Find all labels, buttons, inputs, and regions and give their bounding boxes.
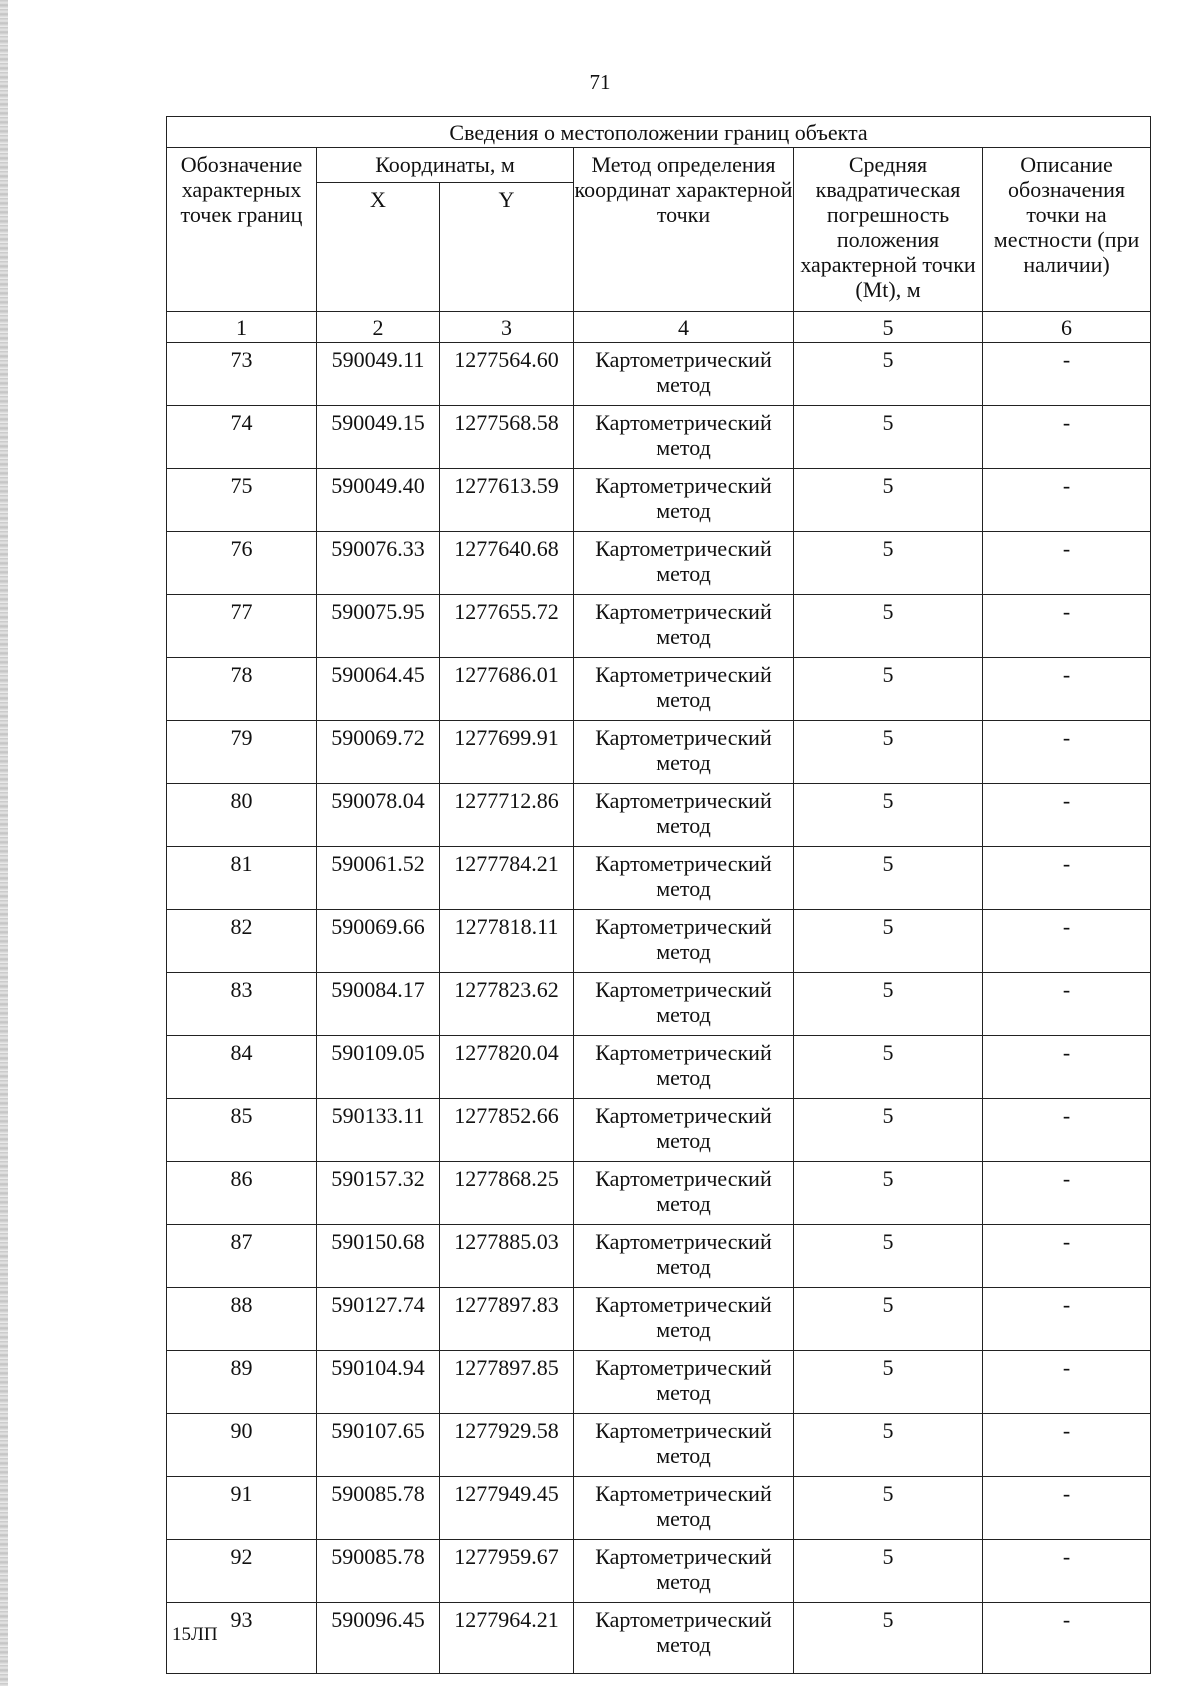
- mean-error-cell: 5: [794, 1603, 983, 1674]
- y-coordinate-cell: 1277784.21: [440, 847, 574, 910]
- x-coordinate-cell: 590107.65: [317, 1414, 440, 1477]
- mean-error-cell: 5: [794, 910, 983, 973]
- point-cell: 75: [167, 469, 317, 532]
- x-coordinate-cell: 590064.45: [317, 658, 440, 721]
- y-coordinate-cell: 1277823.62: [440, 973, 574, 1036]
- method-cell: Картометрический метод: [574, 658, 794, 721]
- header-y: Y: [440, 183, 574, 312]
- table-row: [167, 721, 1151, 784]
- mean-error-cell: 5: [794, 406, 983, 469]
- mean-error-cell: 5: [794, 1288, 983, 1351]
- x-coordinate-cell: 590076.33: [317, 532, 440, 595]
- point-cell: 80: [167, 784, 317, 847]
- boundary-coordinates-table: [166, 116, 1151, 1674]
- mean-error-cell: 5: [794, 1036, 983, 1099]
- header-mean-error: Средняя квадратическая погрешность положения характерной точки (Mt), м: [794, 148, 983, 312]
- point-cell: 90: [167, 1414, 317, 1477]
- description-cell: -: [983, 1162, 1151, 1225]
- point-cell: 87: [167, 1225, 317, 1288]
- x-coordinate-cell: 590085.78: [317, 1540, 440, 1603]
- y-coordinate-cell: 1277897.83: [440, 1288, 574, 1351]
- description-cell: -: [983, 1099, 1151, 1162]
- description-cell: -: [983, 1225, 1151, 1288]
- description-cell: -: [983, 784, 1151, 847]
- method-cell: Картометрический метод: [574, 1036, 794, 1099]
- point-cell: 82: [167, 910, 317, 973]
- point-cell: 73: [167, 343, 317, 406]
- mean-error-cell: 5: [794, 658, 983, 721]
- table-row: [167, 1099, 1151, 1162]
- point-cell: 84: [167, 1036, 317, 1099]
- method-cell: Картометрический метод: [574, 910, 794, 973]
- method-cell: Картометрический метод: [574, 532, 794, 595]
- y-coordinate-cell: 1277885.03: [440, 1225, 574, 1288]
- point-cell: 89: [167, 1351, 317, 1414]
- method-cell: Картометрический метод: [574, 784, 794, 847]
- method-cell: Картометрический метод: [574, 847, 794, 910]
- footer-code: 15ЛП: [172, 1624, 218, 1645]
- x-coordinate-cell: 590049.15: [317, 406, 440, 469]
- column-number: 5: [794, 312, 983, 343]
- point-cell: 81: [167, 847, 317, 910]
- table-row: [167, 1603, 1151, 1674]
- point-cell: 83: [167, 973, 317, 1036]
- header-x: X: [317, 183, 440, 312]
- mean-error-cell: 5: [794, 1414, 983, 1477]
- scan-edge-artifact: [0, 0, 8, 1686]
- header-point-designation: Обозначение характерных точек границ: [167, 148, 317, 312]
- method-cell: Картометрический метод: [574, 973, 794, 1036]
- x-coordinate-cell: 590069.72: [317, 721, 440, 784]
- method-cell: Картометрический метод: [574, 1288, 794, 1351]
- table-row: [167, 910, 1151, 973]
- column-number: 4: [574, 312, 794, 343]
- description-cell: -: [983, 847, 1151, 910]
- mean-error-cell: 5: [794, 532, 983, 595]
- mean-error-cell: 5: [794, 1351, 983, 1414]
- point-cell: 76: [167, 532, 317, 595]
- y-coordinate-cell: 1277818.11: [440, 910, 574, 973]
- x-coordinate-cell: 590157.32: [317, 1162, 440, 1225]
- y-coordinate-cell: 1277712.86: [440, 784, 574, 847]
- y-coordinate-cell: 1277852.66: [440, 1099, 574, 1162]
- x-coordinate-cell: 590049.40: [317, 469, 440, 532]
- point-cell: 78: [167, 658, 317, 721]
- point-cell: 85: [167, 1099, 317, 1162]
- column-number: 6: [983, 312, 1151, 343]
- x-coordinate-cell: 590061.52: [317, 847, 440, 910]
- y-coordinate-cell: 1277820.04: [440, 1036, 574, 1099]
- mean-error-cell: 5: [794, 343, 983, 406]
- y-coordinate-cell: 1277964.21: [440, 1603, 574, 1674]
- method-cell: Картометрический метод: [574, 1477, 794, 1540]
- mean-error-cell: 5: [794, 1099, 983, 1162]
- method-cell: Картометрический метод: [574, 469, 794, 532]
- point-cell: 92: [167, 1540, 317, 1603]
- method-cell: Картометрический метод: [574, 1225, 794, 1288]
- x-coordinate-cell: 590049.11: [317, 343, 440, 406]
- description-cell: -: [983, 406, 1151, 469]
- description-cell: -: [983, 1414, 1151, 1477]
- y-coordinate-cell: 1277949.45: [440, 1477, 574, 1540]
- table-row: [167, 1036, 1151, 1099]
- x-coordinate-cell: 590085.78: [317, 1477, 440, 1540]
- mean-error-cell: 5: [794, 1225, 983, 1288]
- x-coordinate-cell: 590069.66: [317, 910, 440, 973]
- y-coordinate-cell: 1277959.67: [440, 1540, 574, 1603]
- table-row: [167, 847, 1151, 910]
- mean-error-cell: 5: [794, 784, 983, 847]
- table-row: [167, 1162, 1151, 1225]
- mean-error-cell: 5: [794, 1162, 983, 1225]
- y-coordinate-cell: 1277868.25: [440, 1162, 574, 1225]
- mean-error-cell: 5: [794, 847, 983, 910]
- description-cell: -: [983, 721, 1151, 784]
- method-cell: Картометрический метод: [574, 1603, 794, 1674]
- table-row: [167, 1414, 1151, 1477]
- method-cell: Картометрический метод: [574, 1351, 794, 1414]
- table-row: [167, 658, 1151, 721]
- method-cell: Картометрический метод: [574, 1162, 794, 1225]
- table-row: [167, 973, 1151, 1036]
- point-cell: 91: [167, 1477, 317, 1540]
- method-cell: Картометрический метод: [574, 1099, 794, 1162]
- y-coordinate-cell: 1277640.68: [440, 532, 574, 595]
- method-cell: Картометрический метод: [574, 721, 794, 784]
- point-cell: 77: [167, 595, 317, 658]
- description-cell: -: [983, 910, 1151, 973]
- mean-error-cell: 5: [794, 973, 983, 1036]
- table-row: [167, 1477, 1151, 1540]
- description-cell: -: [983, 532, 1151, 595]
- table-row: [167, 1351, 1151, 1414]
- header-description: Описание обозначения точки на местности (при наличии): [983, 148, 1151, 312]
- table-row: [167, 532, 1151, 595]
- description-cell: -: [983, 595, 1151, 658]
- point-cell: 88: [167, 1288, 317, 1351]
- y-coordinate-cell: 1277655.72: [440, 595, 574, 658]
- x-coordinate-cell: 590150.68: [317, 1225, 440, 1288]
- table-row: [167, 1225, 1151, 1288]
- mean-error-cell: 5: [794, 721, 983, 784]
- mean-error-cell: 5: [794, 595, 983, 658]
- description-cell: -: [983, 469, 1151, 532]
- table-row: [167, 469, 1151, 532]
- mean-error-cell: 5: [794, 1540, 983, 1603]
- y-coordinate-cell: 1277568.58: [440, 406, 574, 469]
- description-cell: -: [983, 1540, 1151, 1603]
- x-coordinate-cell: 590109.05: [317, 1036, 440, 1099]
- table-row: [167, 595, 1151, 658]
- method-cell: Картометрический метод: [574, 406, 794, 469]
- x-coordinate-cell: 590084.17: [317, 973, 440, 1036]
- mean-error-cell: 5: [794, 469, 983, 532]
- column-number: 3: [440, 312, 574, 343]
- x-coordinate-cell: 590096.45: [317, 1603, 440, 1674]
- table-title: Сведения о местоположении границ объекта: [167, 117, 1151, 148]
- mean-error-cell: 5: [794, 1477, 983, 1540]
- method-cell: Картометрический метод: [574, 595, 794, 658]
- x-coordinate-cell: 590078.04: [317, 784, 440, 847]
- point-cell: 79: [167, 721, 317, 784]
- description-cell: -: [983, 1036, 1151, 1099]
- x-coordinate-cell: 590075.95: [317, 595, 440, 658]
- column-number: 1: [167, 312, 317, 343]
- method-cell: Картометрический метод: [574, 343, 794, 406]
- x-coordinate-cell: 590127.74: [317, 1288, 440, 1351]
- description-cell: -: [983, 973, 1151, 1036]
- x-coordinate-cell: 590133.11: [317, 1099, 440, 1162]
- y-coordinate-cell: 1277929.58: [440, 1414, 574, 1477]
- x-coordinate-cell: 590104.94: [317, 1351, 440, 1414]
- table-row: [167, 406, 1151, 469]
- column-number: 2: [317, 312, 440, 343]
- description-cell: -: [983, 1603, 1151, 1674]
- point-cell: 93: [167, 1603, 317, 1674]
- method-cell: Картометрический метод: [574, 1540, 794, 1603]
- header-method: Метод определения координат характерной точки: [574, 148, 794, 312]
- table-row: [167, 343, 1151, 406]
- table-row: [167, 784, 1151, 847]
- y-coordinate-cell: 1277897.85: [440, 1351, 574, 1414]
- description-cell: -: [983, 658, 1151, 721]
- description-cell: -: [983, 1351, 1151, 1414]
- header-coordinates: Координаты, м: [317, 148, 574, 183]
- y-coordinate-cell: 1277613.59: [440, 469, 574, 532]
- description-cell: -: [983, 343, 1151, 406]
- point-cell: 74: [167, 406, 317, 469]
- method-cell: Картометрический метод: [574, 1414, 794, 1477]
- y-coordinate-cell: 1277686.01: [440, 658, 574, 721]
- table-row: [167, 1540, 1151, 1603]
- point-cell: 86: [167, 1162, 317, 1225]
- description-cell: -: [983, 1288, 1151, 1351]
- page-number: 71: [589, 70, 611, 94]
- table-row: [167, 1288, 1151, 1351]
- description-cell: -: [983, 1477, 1151, 1540]
- y-coordinate-cell: 1277699.91: [440, 721, 574, 784]
- y-coordinate-cell: 1277564.60: [440, 343, 574, 406]
